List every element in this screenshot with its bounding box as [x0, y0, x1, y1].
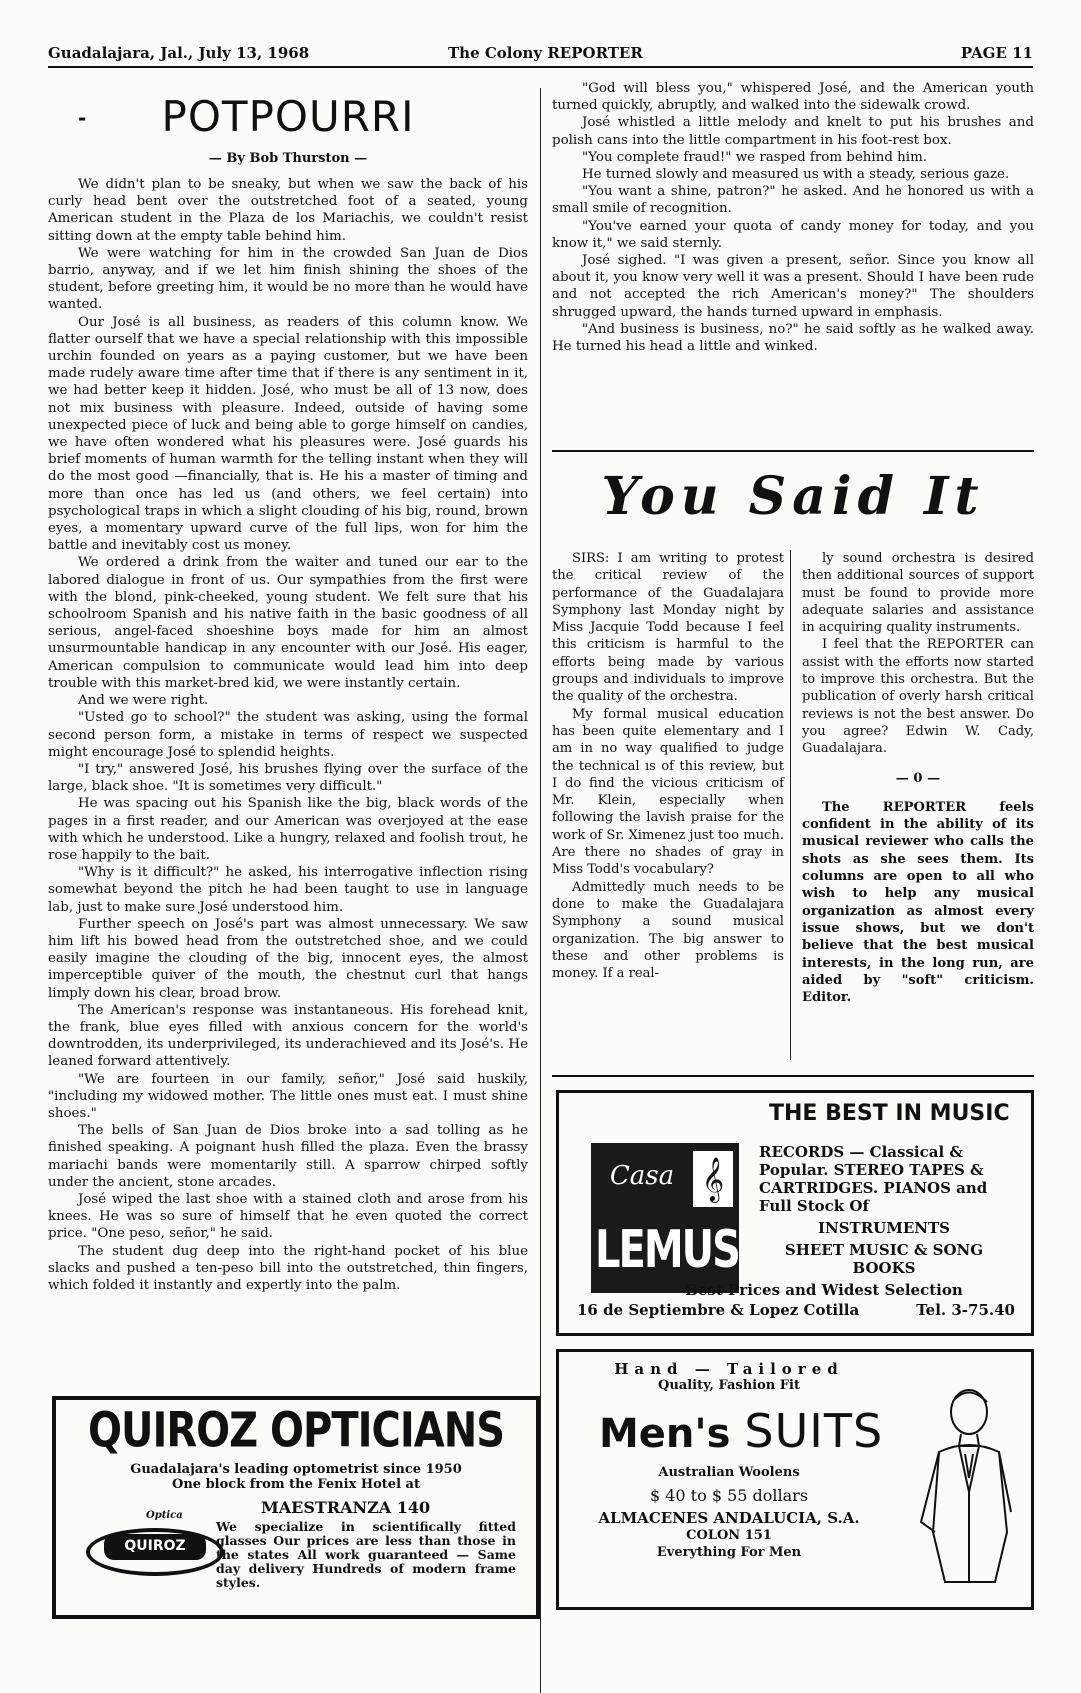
suits-tagline: Everything For Men [656, 1545, 802, 1560]
casa-lemus-ad [556, 1090, 1034, 1336]
column-continued-paragraph: "And business is business, no?" he said softly as he walked away. He turned his head a little and winked. [552, 321, 1034, 355]
column-continued-paragraph: "You complete fraud!" we rasped from behind him. [582, 149, 928, 165]
column-paragraph: The student dug deep into the right-hand pocket of his blue slacks and pushed a ten-peso bill into the outstretched, thin fingers, which folded it instantly and expertly into the palm. [48, 1243, 528, 1293]
suits-body [559, 1464, 899, 1561]
suits-name [599, 1404, 883, 1458]
letter-paragraph: ly sound orchestra is desired then additional sources of support must be found to provide more adequate salaries and assistance in acquiring quality instruments. [802, 551, 1034, 636]
suits-store: ALMACENES ANDALUCIA, S.A. [598, 1509, 860, 1527]
suits-line-3: Australian Woolens [658, 1465, 800, 1480]
potpourri-column [48, 88, 528, 1294]
masthead [48, 44, 1033, 64]
logo-casa: Casa [609, 1161, 675, 1191]
music-headline: THE BEST IN MUSIC [769, 1101, 1010, 1126]
page-number: PAGE 11 [960, 44, 1033, 62]
column-paragraph: "Why is it difficult?" he asked, his interrogative inflection rising somewhat beyond the pitch he had been taught to use in language lab, just to make sure José understood him. [48, 865, 528, 915]
quiroz-address: MAESTRANZA 140 [261, 1498, 431, 1517]
you-said-it-title: You Said It [601, 466, 985, 527]
suits-address: COLON 151 [686, 1528, 772, 1543]
column-paragraph: We didn't plan to be sneaky, but when we saw the back of his curly head bent over the outstretched foot of a seated, young American student in the Plaza de los Mariachis, we couldn't resist sitting down at the empty table behind him. [48, 177, 528, 244]
music-line-3: SHEET MUSIC & SONG BOOKS [784, 1241, 984, 1277]
letter-paragraph: Admittedly much needs to be done to make the Guadalajara Symphony a sound musical organization. The big answer to these and other problems is money. If a real- [552, 879, 784, 982]
letter-divider [790, 550, 791, 1060]
column-paragraph: The bells of San Juan de Dios broke into a sad tolling as he finished speaking. A poignant hush filled the plaza. Even the brassy mariachi bands were momentarily still. A sparrow chirped softly under the ancient, stone arcades. [48, 1123, 528, 1190]
mens-suits-ad [556, 1349, 1034, 1610]
section-rule [552, 450, 1034, 452]
quiroz-opticians-ad [52, 1396, 540, 1619]
column-paragraph: The American's response was instantaneous. His forehead knit, the frank, blue eyes filled with anxious concern for the world's downtrodden, its underprivileged, its underachieved and its José's. He leaned forward attentively. [48, 1002, 528, 1070]
letter-column-2 [802, 550, 1034, 1006]
music-footer [569, 1281, 1019, 1319]
treble-clef-icon: 𝄞 [693, 1151, 733, 1207]
column-paragraph: We were watching for him in the crowded San Juan de Dios barrio, anyway, and if we let him finish shining the shoes of the student, before greeting him, it would be no more than he would have wanted. [48, 245, 528, 313]
letter-column-1 [552, 550, 784, 982]
quiroz-name: QUIROZ OPTICIANS [87, 1403, 505, 1459]
music-line-1: RECORDS — Classical & Popular. STEREO TAPES & CARTRIDGES. PIANOS and Full Stock Of [759, 1143, 988, 1215]
quiroz-sub-1: Guadalajara's leading optometrist since 1950 [130, 1462, 462, 1477]
column-paragraph: He was spacing out his Spanish like the big, black words of the pages in a first reader, and our American was overjoyed at the ease with which he understood. Like a hungry, relaxed and foolish trout, he rose happily to the bait. [48, 796, 528, 863]
column-paragraph: Our José is all business, as readers of this column know. We flatter ourself that we have a special relationship with this impossible urchin founded on years as a paying customer, but we have been made rudely aware time after time that if there is any sentiment in it, we had better keep it hidden. José, who must be all of 13 now, does not mix business with pleasure. Indeed, outside of having some unexpected piece of luck and being able to gorge himself on candies, we have often wondered what his pleasures were. José guards his brief moments of human warmth for the telling instant when they will do the most good —financially, that is. He his a master of timing and more than once has led us (and others, we feel certain) into psychological traps in which a slight clouding of his big, round, brown eyes, a momentary upward curve of the full lips, won for him the battle and inevitably cost us money. [48, 314, 528, 554]
byline: — By Bob Thurston — [208, 151, 368, 166]
letter-paragraph: SIRS: I am writing to protest the critical review of the performance of the Guadalajara Symphony last Monday night by Miss Jacquie Todd because I feel this criticism is harmful to the efforts being made by various groups and individuals to improve the quality of the orchestra. [552, 551, 784, 705]
column-paragraph: "We are fourteen in our family, señor," José said huskily, "including my widowed mother. The little ones must eat. I must shine shoes." [48, 1071, 528, 1121]
suits-line-2: Quality, Fashion Fit [658, 1378, 800, 1393]
column-continued-paragraph: "God will bless you," whispered José, and the American youth turned quickly, abruptly, and walked into the sidewalk crowd. [552, 81, 1034, 114]
column-continued-paragraph: José whistled a little melody and knelt to put his brushes and polish cans into the little compartment in his foot-rest box. [552, 115, 1034, 148]
quiroz-logo-small: Optica [146, 1510, 183, 1521]
column-continued-paragraph: "You want a shine, patron?" he asked. And he honored us with a small smile of recognition. [552, 184, 1034, 217]
section-rule-2 [552, 1075, 1034, 1077]
column-continued-paragraph: "You've earned your quota of candy money for today, and you know it," we said sternly. [552, 218, 1034, 251]
column-paragraph: Further speech on José's part was almost unnecessary. We saw him lift his bowed head from the outstretched shoe, and we could easily imagine the clouding of the big, innocent eyes, the almost imperceptible quiver of the mouth, the chestnut curl that hangs limply down his clear, broad brow. [48, 916, 528, 1001]
column-continued [552, 80, 1034, 355]
suits-name-a: Men's [599, 1411, 731, 1457]
logo-lemus: LEMUS [595, 1220, 739, 1280]
quiroz-subheading [56, 1462, 536, 1492]
quiroz-sub-2: One block from the Fenix Hotel at [172, 1477, 420, 1492]
letter-paragraph: My formal musical education has been quite elementary and I am in no way qualified to judge the technical ıs of this review, but I do find the vicious criticism of Mr. Klein, especially when following the lavish praise for the work of Sr. Ximenez just too much. Are there no shades of gray in Miss Todd's vocabulary? [552, 706, 784, 878]
quiroz-logo [86, 1510, 226, 1570]
music-line-4: Best Prices and Widest Selection [685, 1281, 963, 1299]
casa-lemus-logo [591, 1143, 739, 1293]
newspaper-name: The Colony REPORTER [448, 44, 643, 62]
quiroz-description: We specialize in scientifically fitted glasses Our prices are less than those in the states All work guaranteed — Same day delivery Hundreds of modern frame styles. [216, 1519, 516, 1590]
column-continued-paragraph: José sighed. "I was given a present, señor. Since you know all about it, you know very well it was a present. Should I have been rude and not accepted the rich American's money?" The shoulders shrugged upward, the hands turned upward in emphasis. [552, 253, 1034, 320]
music-line-2: INSTRUMENTS [817, 1219, 950, 1237]
suits-line-1: Hand — Tailored [614, 1360, 844, 1378]
quiroz-logo-text: QUIROZ [124, 1538, 186, 1554]
header-rule [48, 66, 1033, 68]
column-paragraph: "I try," answered José, his brushes flying over the surface of the large, black shoe. "It is sometimes very difficult." [48, 761, 528, 795]
column-paragraph: We ordered a drink from the waiter and tuned our ear to the labored dialogue in front of us. Our sympathies from the first were with the blond, pink-cheeked, young student. We felt sure that his schoolroom Spanish and his native faith in the basic goodness of all serious, angel-faced shoeshine boys made for him an almost unsurmountable handicap in any encounter with our José. His eager, American compulsion to communicate would lead him into deep trouble with this market-bred kid, we were instantly certain. [48, 555, 528, 691]
editor-note: The REPORTER feels confident in the ability of its musical reviewer who calls the shots as she sees them. Its columns are open to all who wish to help any musical organization as almost every issue shows, but we don't believe that the best musical interests, in the long run, are aided by "soft" criticism. Editor. [802, 799, 1034, 1006]
column-body [48, 176, 528, 1294]
column-continued-paragraph: He turned slowly and measured us with a steady, serious gaze. [582, 167, 1010, 183]
column-paragraph: "Usted go to school?" the student was asking, using the formal second person form, a mistake in terms of respect we suspected might encourage José to splendid heights. [48, 710, 528, 760]
title-dash: - [78, 106, 88, 130]
man-illustration-icon [899, 1382, 1019, 1592]
column-title [48, 92, 528, 141]
column-divider [540, 88, 541, 1693]
suits-price: $ 40 to $ 55 dollars [649, 1486, 809, 1505]
dateline: Guadalajara, Jal., July 13, 1968 [48, 44, 310, 62]
column-title-text: POTPOURRI [161, 92, 415, 141]
music-address: 16 de Septiembre & Lopez Cotilla [577, 1301, 860, 1319]
music-phone: Tel. 3-75.40 [916, 1301, 1015, 1319]
suits-name-b: SUITS [744, 1404, 884, 1458]
column-paragraph: José wiped the last shoe with a stained cloth and arose from his knees. He was so sure of himself that he even quoted the correct price. "One peso, señor," he said. [48, 1191, 528, 1242]
separator: — 0 — [895, 770, 941, 786]
column-paragraph: And we were right. [78, 693, 209, 709]
letter-paragraph: I feel that the REPORTER can assist with the efforts now started to improve this orchestra. But the publication of overly harsh critical reviews is not the best answer. Do you agree? Edwin W. Cady, Guadalajara. [802, 637, 1034, 757]
music-body [759, 1143, 1009, 1277]
